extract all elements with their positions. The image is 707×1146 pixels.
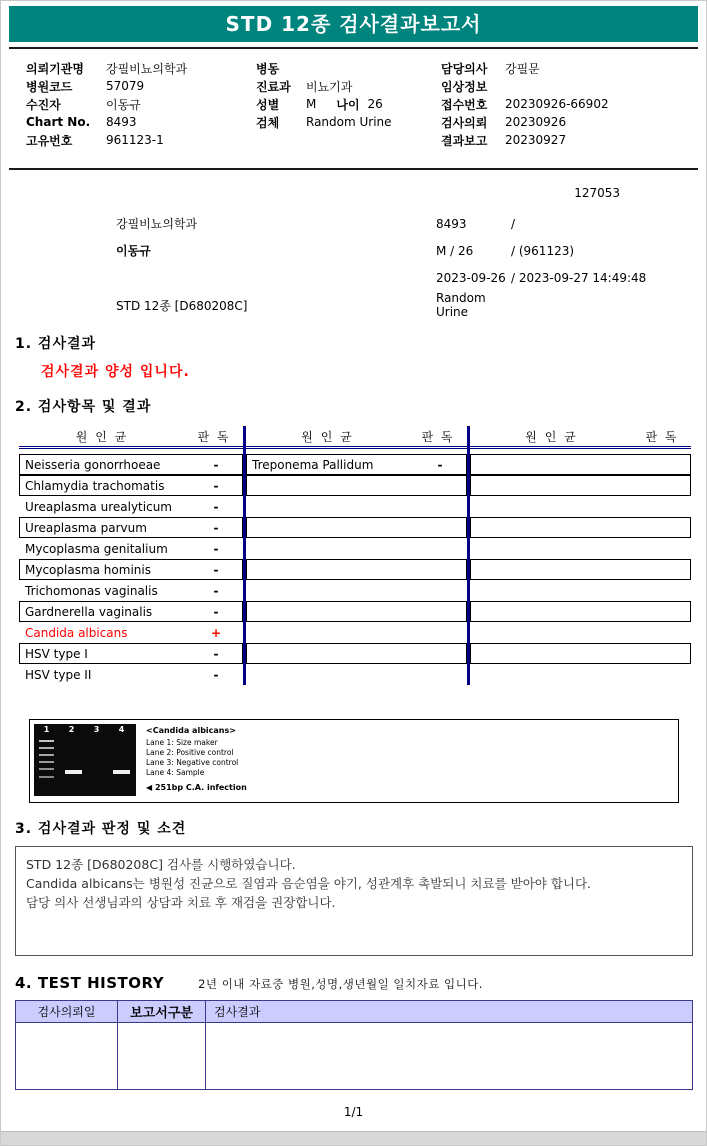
result-value: - [213,667,219,682]
gel-title: <Candida albicans> [146,726,236,735]
info-value: 강필문 [505,61,540,76]
info-row [26,59,256,77]
info-label: 성별 [256,97,280,112]
bottom-gray-strip [1,1131,706,1145]
organism-name: Ureaplasma parvum [25,520,147,535]
gel-legend-line: Lane 1: Size maker [146,738,218,747]
result-row [246,538,467,559]
info-label: 임상정보 [441,79,488,94]
result-row [246,664,467,685]
result-value: - [213,646,219,661]
info-row [26,131,256,149]
info-row [256,77,441,95]
result-row [470,664,691,685]
gel-band [39,776,54,778]
gel-lane-number: 2 [68,725,75,734]
info-row [26,113,256,131]
section-1-title: 1. 검사결과 [15,336,97,352]
summary-cell: 8493 [436,216,467,231]
result-row [19,496,243,517]
result-table-1 [19,426,243,685]
result-row [246,643,467,664]
result-value: + [210,625,222,640]
result-row [246,559,467,580]
result-row [19,622,243,643]
info-label: 고유번호 [26,133,73,148]
organism-name: Trichomonas vaginalis [25,583,158,598]
organism-name: HSV type I [25,646,88,661]
result-row [19,454,243,475]
gel-band [39,754,54,756]
info-value: 8493 [106,115,137,129]
history-cell-empty [206,1023,692,1089]
history-col-request-date: 검사의뢰일 [16,1001,118,1022]
result-value: - [437,457,443,472]
opinion-line: Candida albicans는 병원성 진균으로 질염과 음순염을 야기, 성관계후 촉발되니 치료를 받아야 합니다. [26,876,592,891]
divider-info-bottom [9,168,698,170]
report-title-banner [9,6,698,42]
info-column-middle [256,59,441,149]
gel-lane-number: 3 [93,725,100,734]
gel-electrophoresis-image [34,724,136,796]
result-row [19,475,243,496]
result-row [246,601,467,622]
organism-name: Mycoplasma genitalium [25,541,168,556]
result-row [246,475,467,496]
result-row [470,475,691,496]
section-3-title: 3. 검사결과 판정 및 소견 [15,821,187,837]
summary-cell: 이동규 [116,244,151,258]
info-row [26,95,256,113]
result-row [19,580,243,601]
result-value: - [213,499,219,514]
result-value: - [213,457,219,472]
info-label: Chart No. [26,115,91,129]
organism-name: Mycoplasma hominis [25,562,151,577]
gel-legend-line: Lane 3: Negative control [146,758,239,767]
info-label: 검사의뢰 [441,115,488,130]
gel-lane-numbers [34,725,136,734]
summary-cell: STD 12종 [D680208C] [116,298,248,313]
summary-rows [1,210,706,318]
gel-lane-number: 1 [43,725,50,734]
overall-result-text: 검사결과 양성 입니다. [41,364,190,380]
section-4-title: 4. TEST HISTORY [15,974,165,992]
history-cell-empty [16,1023,118,1089]
result-row [19,559,243,580]
info-column-right [441,59,706,149]
info-label: 수진자 [26,97,61,112]
organism-name: Ureaplasma urealyticum [25,499,172,514]
gel-band [39,768,54,770]
info-label: 접수번호 [441,97,488,112]
info-value: 961123-1 [106,133,164,147]
result-table-2 [243,426,467,685]
info-value: 이동규 [106,97,141,112]
result-table-body [470,449,691,685]
summary-row [1,264,706,291]
organism-name: Gardnerella vaginalis [25,604,153,619]
gel-legend [146,738,247,778]
gel-band [39,747,54,749]
result-row [470,643,691,664]
history-table-header [16,1001,692,1023]
info-value: 20230927 [505,133,567,147]
result-table-header [246,426,467,449]
gel-band [113,770,130,774]
gel-band-label: ◀ 251bp C.A. infection [146,783,247,792]
result-table-body [246,449,467,685]
info-value: 57079 [106,79,145,93]
result-row [246,580,467,601]
gel-band [39,761,54,763]
history-table-body [16,1023,692,1089]
info-value: 20230926 [505,115,567,129]
opinion-box [15,846,693,956]
summary-row [1,237,706,264]
info-row [256,59,441,77]
gel-legend-line: Lane 4: Sample [146,768,205,777]
result-value: - [213,478,219,493]
summary-cell: 강필비뇨의학과 [116,217,198,231]
result-row [470,517,691,538]
info-label: 진료과 [256,79,291,94]
info-label: 병원코드 [26,79,73,94]
result-value: - [213,583,219,598]
history-col-report-type: 보고서구분 [118,1001,206,1022]
column-header-result: 판 독 [421,429,455,444]
info-value: M [306,97,317,111]
info-label: 결과보고 [441,133,488,148]
summary-cell: / 2023-09-27 14:49:48 [511,270,647,285]
summary-cell: M / 26 [436,243,474,258]
info-row [256,113,441,131]
info-value: 비뇨기과 [306,79,353,94]
column-header-organism: 원 인 균 [525,429,578,444]
result-row [470,601,691,622]
column-header-organism: 원 인 균 [75,429,129,444]
result-row [470,496,691,517]
result-row [470,538,691,559]
result-row [246,496,467,517]
result-value: - [213,541,219,556]
history-cell-empty [118,1023,206,1089]
history-note: 2년 이내 자료중 병원,성명,생년월일 일치자료 입니다. [198,977,483,991]
column-header-result: 판 독 [645,429,679,444]
result-row [19,517,243,538]
history-col-result: 검사결과 [214,1005,261,1019]
gel-figure [29,719,679,803]
gel-annotations [146,724,247,798]
column-header-result: 판 독 [197,429,231,444]
result-table-body [19,449,243,685]
result-table-header [19,426,243,449]
organism-name: HSV type II [25,667,92,682]
opinion-line: STD 12종 [D680208C] 검사를 시행하였습니다. [26,857,296,872]
result-value: - [213,520,219,535]
info-value: 강필비뇨의학과 [106,61,188,76]
info-row [256,95,441,113]
result-row [246,622,467,643]
organism-name: Treponema Pallidum [252,457,374,472]
history-table [15,1000,693,1090]
info-label: 검체 [256,115,280,130]
result-value: - [213,604,219,619]
result-row [470,622,691,643]
info-row [441,131,706,149]
info-value: 20230926-66902 [505,97,609,111]
result-row [19,601,243,622]
info-column-left [26,59,256,149]
organism-name: Neisseria gonorrhoeae [25,457,161,472]
page-number: 1/1 [343,1105,364,1119]
gel-lane-number: 4 [118,725,125,734]
opinion-lines [26,855,682,912]
column-header-organism: 원 인 균 [301,429,354,444]
result-row [19,643,243,664]
patient-info-section [1,49,706,163]
document-number: 127053 [574,186,620,200]
info-value: Random Urine [306,115,392,129]
result-row [246,517,467,538]
result-tables [19,426,691,685]
summary-cell: Random Urine [436,291,486,319]
summary-cell: / [511,216,516,231]
summary-cell: 2023-09-26 [436,270,506,285]
section-2-title: 2. 검사항목 및 결과 [15,399,152,415]
info-row [441,95,706,113]
gel-band [65,770,82,774]
opinion-line: 담당 의사 선생님과의 상담과 치료 후 재검을 권장합니다. [26,895,336,910]
report-title: STD 12종 검사결과보고서 [225,12,482,36]
result-row [246,454,467,475]
result-row [470,559,691,580]
info-row [441,77,706,95]
info-row [441,113,706,131]
summary-row [1,291,706,318]
info-row [441,59,706,77]
result-row [470,454,691,475]
summary-row [1,210,706,237]
result-row [470,580,691,601]
info-row [26,77,256,95]
info-label: 병동 [256,61,280,76]
result-table-3 [467,426,691,685]
info-label: 담당의사 [441,61,488,76]
result-row [19,664,243,685]
organism-name: Candida albicans [25,625,128,640]
result-table-header [470,426,691,449]
result-row [19,538,243,559]
info-value: 26 [367,97,383,111]
result-value: - [213,562,219,577]
organism-name: Chlamydia trachomatis [25,478,165,493]
info-label: 나이 [336,97,360,112]
summary-cell: / (961123) [511,243,575,258]
gel-band [39,740,54,742]
info-label: 의뢰기관명 [26,61,84,76]
gel-legend-line: Lane 2: Positive control [146,748,234,757]
section-4-heading-row [15,974,706,992]
